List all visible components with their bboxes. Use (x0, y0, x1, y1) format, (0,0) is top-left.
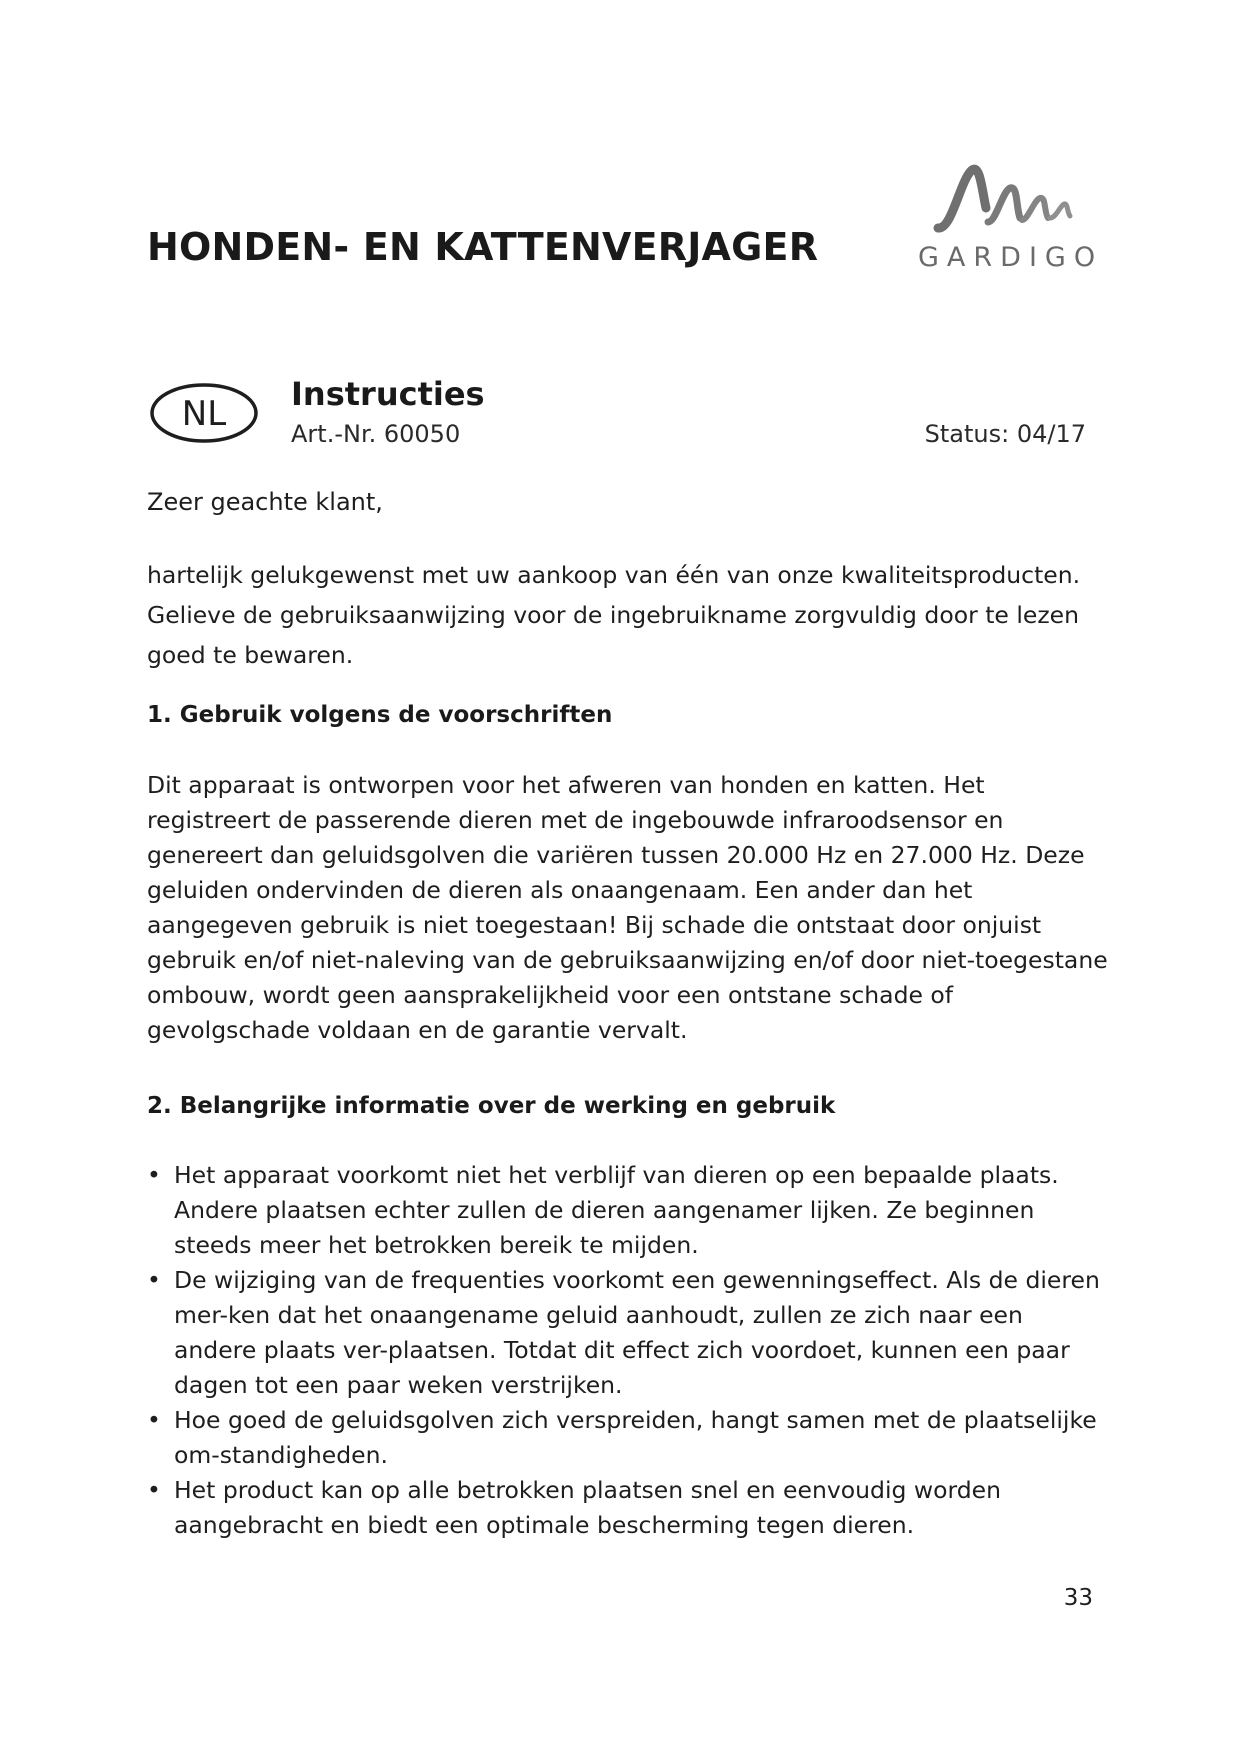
language-badge-label: NL (181, 394, 227, 434)
article-number: Art.-Nr. 60050 (291, 420, 461, 448)
language-badge (148, 381, 260, 445)
list-item: • Het apparaat voorkomt niet het verblijf van dieren op een bepaalde plaats. Andere plaatsen echter zullen de dieren aangenamer lijken. Ze beginnen steeds meer het betrokken bereik te mijden. (147, 1158, 1112, 1263)
list-item: • Hoe goed de geluidsgolven zich verspreiden, hangt samen met de plaatselijke om-standigheden. (147, 1403, 1112, 1473)
section-1-body: Dit apparaat is ontworpen voor het afweren van honden en katten. Het registreert de passerende dieren met de ingebouwde infraroodsensor en genereert dan geluidsgolven die variëren tussen 20.000 Hz en 27.000 Hz. Deze geluiden ondervinden de dieren als onaangenaam. Een ander dan het aangegeven gebruik is niet toegestaan! Bij schade die ontstaat door onjuist gebruik en/of niet-naleving van de gebruiksaanwijzing en/of door niet-toegestane ombouw, wordt geen aansprakelijkheid voor een ontstane schade of gevolgschade voldaan en de garantie vervalt. (147, 771, 1108, 1044)
section-2-bullet-list (147, 1158, 1112, 1543)
intro-paragraph: hartelijk gelukgewenst met uw aankoop van één van onze kwaliteitsproducten. Gelieve de gebruiksaanwijzing voor de ingebruikname zorgvuldig door te lezen goed te bewaren. (147, 561, 1081, 669)
list-item: • Het product kan op alle betrokken plaatsen snel en eenvoudig worden aangebracht en biedt een optimale bescherming tegen dieren. (147, 1473, 1112, 1543)
section-1-heading: 1. Gebruik volgens de voorschriften (147, 702, 613, 728)
brand-logo-text: GARDIGO (918, 242, 1104, 273)
gardigo-wave-logo-icon (930, 160, 1090, 235)
list-item: • De wijziging van de frequenties voorkomt een gewenningseffect. Als de dieren mer-ken dat het onaangename geluid aanhoudt, zullen ze zich naar een andere plaats ver-plaatsen. Totdat dit effect zich voordoet, kunnen een paar dagen tot een paar weken verstrijken. (147, 1263, 1112, 1403)
document-title: HONDEN- EN KATTENVERJAGER (147, 225, 819, 269)
greeting: Zeer geachte klant, (147, 488, 383, 516)
section-2-heading: 2. Belangrijke informatie over de werking en gebruik (147, 1093, 836, 1119)
instructions-heading: Instructies (291, 375, 485, 413)
page-number: 33 (1063, 1585, 1093, 1611)
document-status: Status: 04/17 (924, 420, 1086, 448)
